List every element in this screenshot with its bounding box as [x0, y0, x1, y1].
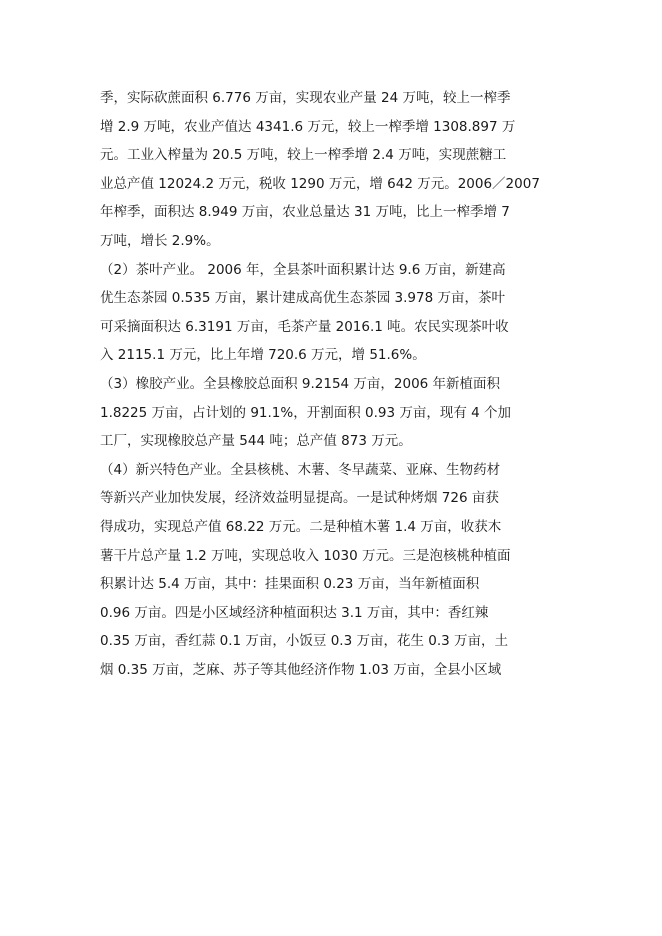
body-text [100, 84, 550, 684]
text-line: （4）新兴特色产业。全县核桃、木薯、冬早蔬菜、亚麻、生物药材 [100, 461, 501, 478]
text-line: 薯干片总产量 1.2 万吨，实现总收入 1030 万元。三是泡核桃种植面 [100, 547, 511, 564]
text-line: 得成功，实现总产值 68.22 万元。二是种植木薯 1.4 万亩，收获木 [100, 518, 502, 535]
text-line: 业总产值 12024.2 万元，税收 1290 万元，增 642 万元。2006／2007 [100, 175, 540, 192]
text-line: （2）茶叶产业。 2006 年，全县茶叶面积累计达 9.6 万亩，新建高 [100, 261, 506, 278]
text-line: 工厂，实现橡胶总产量 544 吨；总产值 873 万元。 [100, 433, 412, 450]
text-line: 元。工业入榨量为 20.5 万吨，较上一榨季增 2.4 万吨，实现蔗糖工 [100, 147, 507, 164]
text-line: 0.96 万亩。四是小区域经济种植面积达 3.1 万亩，其中：香红辣 [100, 604, 489, 621]
text-line: 1.8225 万亩，占计划的 91.1%，开割面积 0.93 万亩，现有 4 个加 [100, 404, 512, 421]
text-line: 0.35 万亩，香红蒜 0.1 万亩，小饭豆 0.3 万亩，花生 0.3 万亩，土 [100, 633, 509, 650]
text-line: 季，实际砍蔗面积 6.776 万亩，实现农业产量 24 万吨，较上一榨季 [100, 90, 511, 106]
text-line: 积累计达 5.4 万亩，其中：挂果面积 0.23 万亩，当年新植面积 [100, 576, 480, 593]
text-line: 可采摘面积达 6.3191 万亩，毛茶产量 2016.1 吨。农民实现茶叶收 [100, 318, 509, 335]
text-line: 万吨，增长 2.9%。 [100, 232, 220, 249]
text-line: 增 2.9 万吨，农业产值达 4341.6 万元，较上一榨季增 1308.897 万 [100, 118, 516, 135]
text-line: 烟 0.35 万亩，芝麻、苏子等其他经济作物 1.03 万亩，全县小区域 [100, 661, 502, 678]
text-line: （3）橡胶产业。全县橡胶总面积 9.2154 万亩，2006 年新植面积 [100, 375, 501, 392]
text-line: 优生态茶园 0.535 万亩，累计建成高优生态茶园 3.978 万亩，茶叶 [100, 290, 505, 307]
text-line: 入 2115.1 万元，比上年增 720.6 万元，增 51.6%。 [100, 347, 426, 364]
text-line: 等新兴产业加快发展，经济效益明显提高。一是试种烤烟 726 亩获 [100, 490, 499, 507]
text-line: 年榨季，面积达 8.949 万亩，农业总量达 31 万吨，比上一榨季增 7 [100, 204, 510, 221]
